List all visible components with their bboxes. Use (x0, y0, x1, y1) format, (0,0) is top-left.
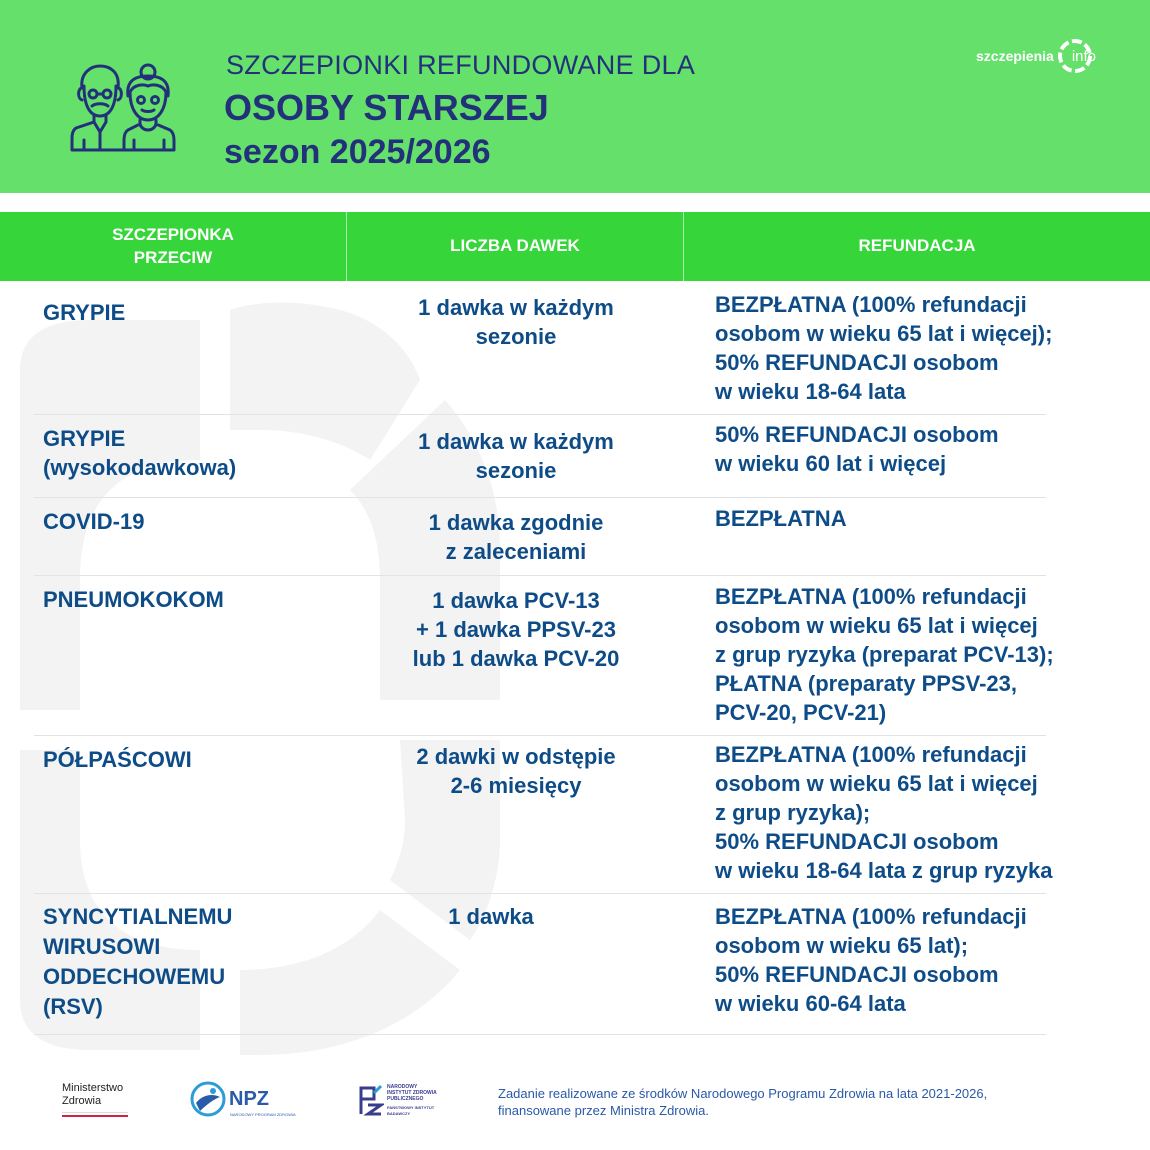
nizp-emblem-icon (358, 1083, 384, 1117)
doses-cell: 1 dawka zgodnie z zaleceniami (428, 510, 604, 564)
vaccine-cell: PNEUMOKOKOM (43, 587, 224, 612)
flag-stripe (62, 1112, 128, 1117)
vaccine-cell: SYNCYTIALNEMU WIRUSOWI ODDECHOWEMU (RSV) (43, 904, 233, 1019)
vaccine-cell: COVID-19 (43, 509, 145, 534)
ministry-of-health-logo: Ministerstwo Zdrowia (62, 1082, 132, 1117)
title-line-3: sezon 2025/2026 (224, 133, 491, 171)
table-row (34, 576, 1054, 736)
table-row (34, 736, 1053, 894)
npz-globe-icon (190, 1081, 226, 1117)
refund-cell: BEZPŁATNA (715, 506, 847, 531)
title-line-2: OSOBY STARSZEJ (224, 87, 549, 128)
doses-cell: 1 dawka PCV-13 + 1 dawka PPSV-23 lub 1 dawka PCV-20 (412, 588, 620, 671)
table-row (34, 894, 1046, 1035)
funding-note: Zadanie realizowane ze środków Narodowego Programu Zdrowia na lata 2021-2026, finansowane przez Ministra Zdrowia. (498, 1086, 988, 1118)
table-row (34, 415, 1046, 498)
brand-right-text: info (1071, 47, 1097, 65)
doses-cell: 1 dawka w każdym sezonie (418, 429, 614, 483)
header-banner (0, 0, 1150, 193)
refund-cell: BEZPŁATNA (100% refundacji osobom w wieku 65 lat); 50% REFUNDACJI osobom w wieku 60-64 lata (715, 904, 1027, 1016)
table-row (34, 498, 1046, 576)
vaccine-cell: GRYPIE (43, 300, 126, 325)
nizp-logo: NARODOWY INSTYTUT ZDROWIA PUBLICZNEGO PAŃSTWOWY INSTYTUT BADAWCZY (358, 1083, 437, 1117)
doses-cell: 1 dawka w każdym sezonie (418, 295, 614, 349)
elderly-couple-icon (68, 62, 178, 154)
doses-cell: 1 dawka (448, 904, 534, 929)
column-header-vaccine: SZCZEPIONKA PRZECIW (0, 212, 347, 281)
refund-cell: BEZPŁATNA (100% refundacji osobom w wieku 65 lat i więcej z grup ryzyka (preparat PCV-13); PŁATNA (preparaty PPSV-23, PCV-20, PCV-21) (715, 584, 1054, 725)
vaccine-cell: GRYPIE (wysokodawkowa) (43, 426, 237, 480)
table-header (0, 212, 1150, 281)
table-row (34, 281, 1053, 415)
refund-cell: BEZPŁATNA (100% refundacji osobom w wieku 65 lat i więcej z grup ryzyka); 50% REFUNDACJI osobom w wieku 18-64 lata z grup ryzyka (715, 742, 1053, 883)
npz-logo: NPZ NARODOWY PROGRAM ZDROWIA (190, 1081, 269, 1117)
brand-logo (976, 38, 1096, 74)
column-header-doses: LICZBA DAWEK (347, 212, 684, 281)
column-header-refund: REFUNDACJA (858, 236, 976, 256)
refund-cell: BEZPŁATNA (100% refundacji osobom w wieku 65 lat i więcej); 50% REFUNDACJI osobom w wieku 18-64 lata (715, 292, 1053, 404)
doses-cell: 2 dawki w odstępie 2-6 miesięcy (416, 744, 616, 798)
brand-left-text: szczepienia (976, 48, 1054, 64)
title-line-1: SZCZEPIONKI REFUNDOWANE DLA (226, 50, 696, 80)
vaccine-cell: PÓŁPAŚCOWI (43, 747, 192, 772)
refund-cell: 50% REFUNDACJI osobom w wieku 60 lat i więcej (715, 422, 999, 476)
